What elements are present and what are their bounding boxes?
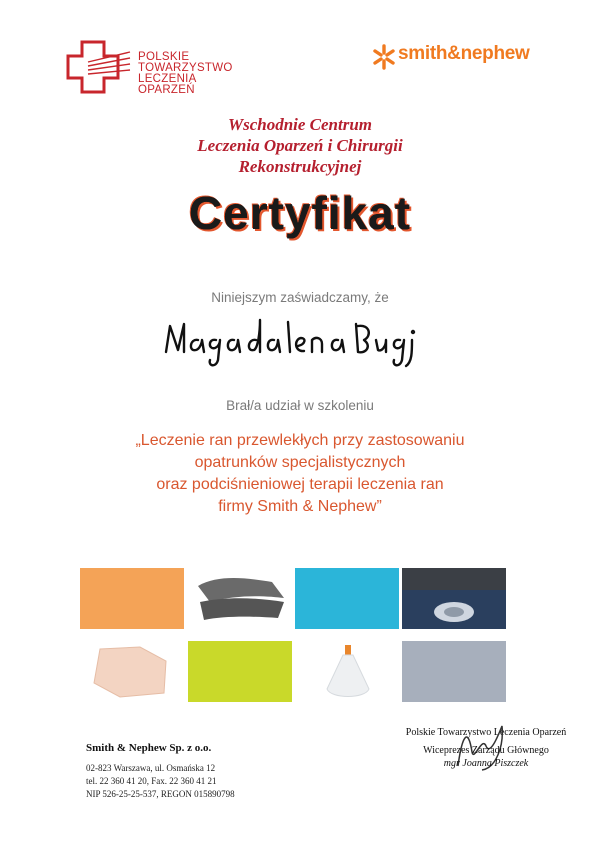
footer-address: 02-823 Warszawa, ul. Osmańska 12 xyxy=(86,763,216,773)
blue-tile xyxy=(295,568,399,629)
orange-tile xyxy=(80,568,184,629)
ptlo-line-4: OPARZEŃ xyxy=(138,84,195,96)
ptlo-logo-text xyxy=(138,52,248,96)
dressing-foam-image xyxy=(188,568,292,629)
course-line-2: opatrunków specjalistycznych xyxy=(194,454,406,471)
signature-org: Polskie Towarzystwo Leczenia Oparzeń xyxy=(405,727,567,738)
ptlo-line-2: TOWARZYSTWO xyxy=(138,62,233,74)
participation-text: Brał/a udział w szkoleniu xyxy=(226,398,374,413)
intro-text: Niniejszym zaświadczamy, że xyxy=(211,290,389,305)
institution-line-3: Rekonstrukcyjnej xyxy=(238,157,362,176)
course-line-4: firmy Smith & Nephew” xyxy=(218,498,382,515)
gray-tile xyxy=(402,641,506,702)
footer-company-name: Smith & Nephew Sp. z o.o. xyxy=(86,742,212,754)
bandage-image xyxy=(80,641,184,702)
course-line-3: oraz podciśnieniowej terapii leczenia ran xyxy=(156,476,444,493)
institution-line-2: Leczenia Oparzeń i Chirurgii xyxy=(197,136,403,155)
course-title xyxy=(0,430,600,518)
ptlo-line-1: POLSKIE xyxy=(138,51,190,63)
signature-role: Wiceprezes Zarządu Głównego xyxy=(423,745,549,756)
npwt-dressing-image xyxy=(402,568,506,629)
footer-regon: NIP 526-25-25-537, REGON 015890798 xyxy=(86,789,235,799)
gel-tube-image xyxy=(295,641,399,702)
lime-tile xyxy=(188,641,292,702)
institution-line-1: Wschodnie Centrum xyxy=(227,115,373,134)
ptlo-line-3: LECZENIA xyxy=(138,73,197,85)
smith-nephew-logo: smith&nephew xyxy=(398,43,530,64)
certificate-title: Certyfikat xyxy=(188,187,412,239)
signature-person: mgr Joanna Piszczek xyxy=(443,758,529,769)
course-line-1: „Leczenie ran przewlekłych przy zastosowaniu xyxy=(135,432,465,449)
recipient-name-handwriting xyxy=(160,312,420,372)
footer-phone: tel. 22 360 41 20, Fax. 22 360 41 21 xyxy=(86,776,217,786)
